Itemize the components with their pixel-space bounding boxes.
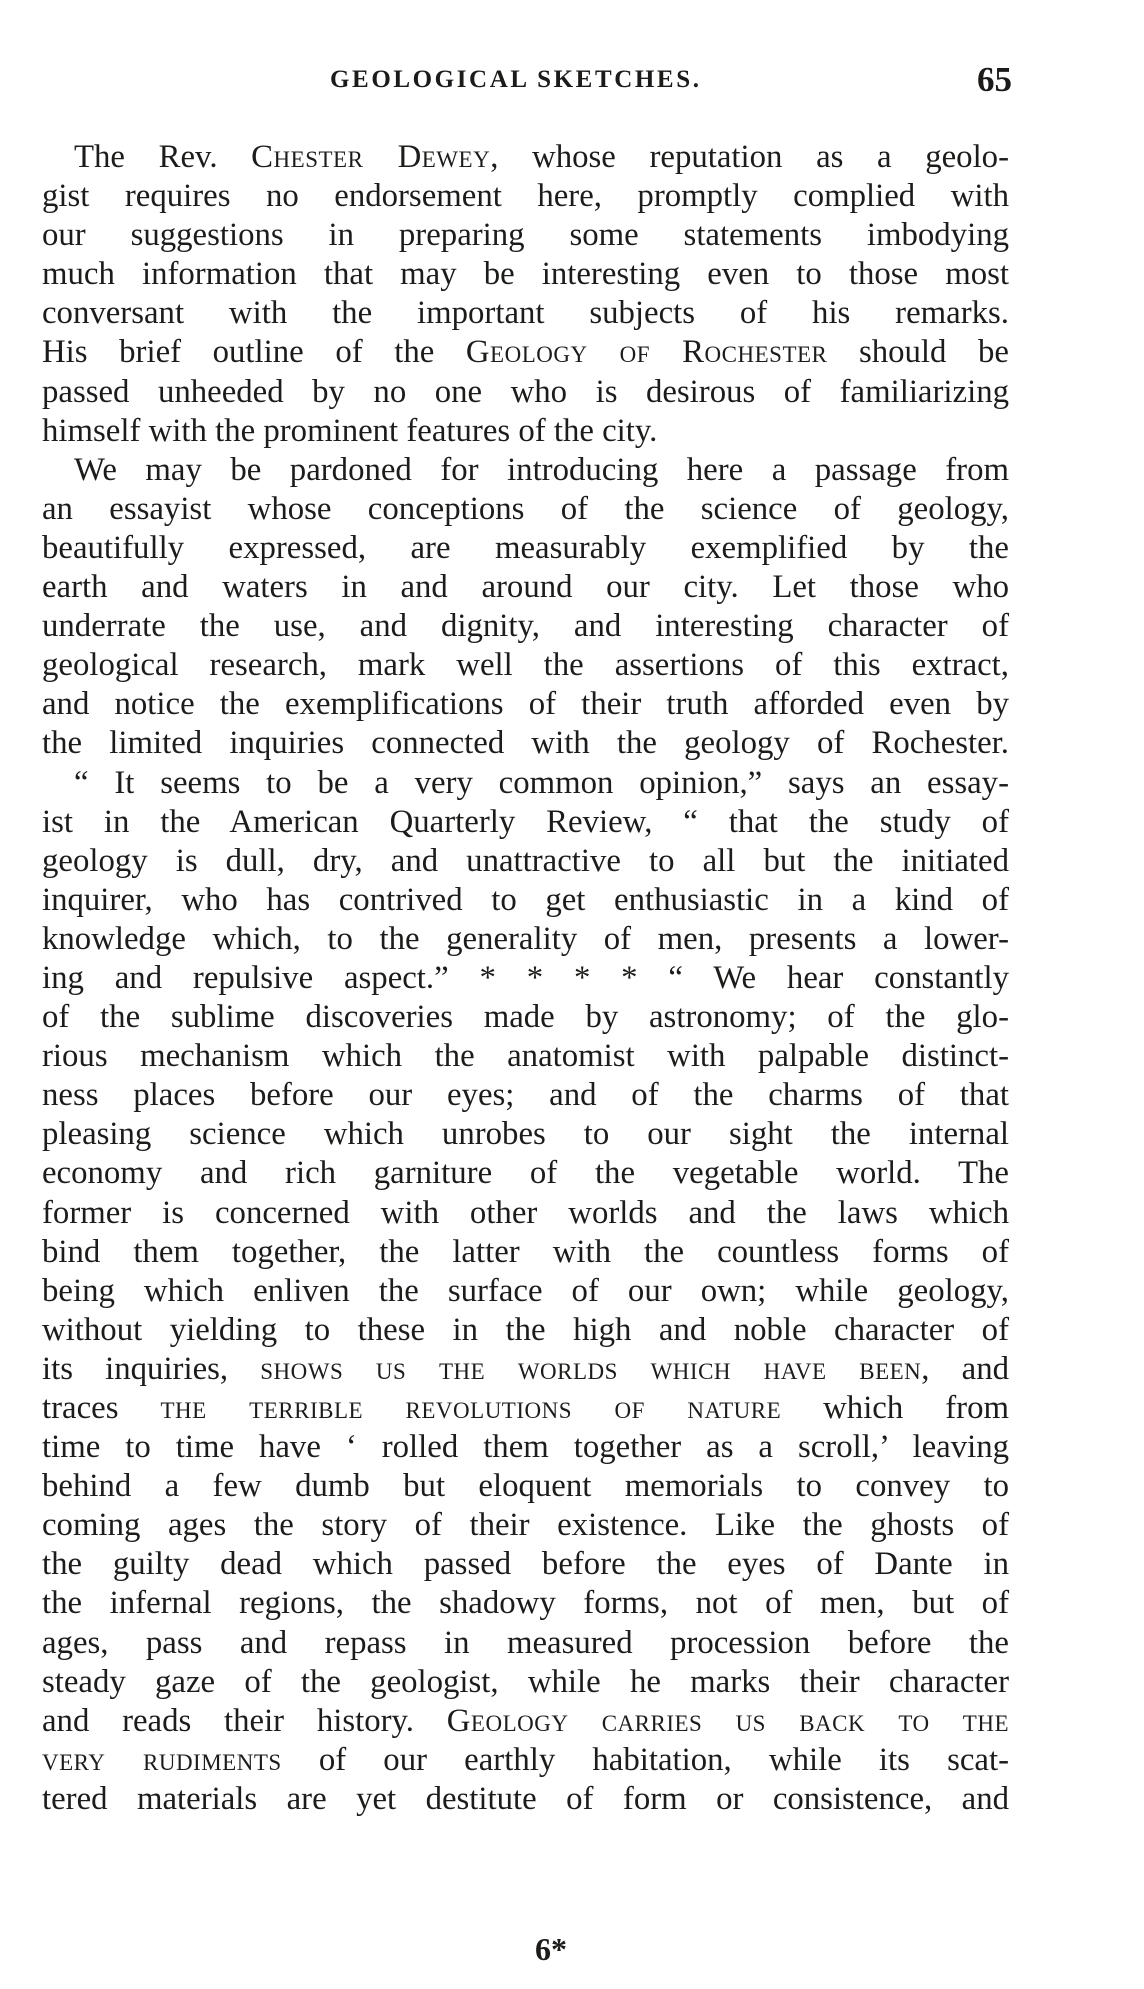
text-line: the limited inquiries connected with the geology of Rochester. [42, 725, 1009, 762]
text-line: pleasing science which unrobes to our sight the internal [42, 1116, 1009, 1153]
text-line: ness places before our eyes; and of the charms of that [42, 1077, 1009, 1114]
text-line: very rudiments of our earthly habitation, while its scat- [42, 1741, 1009, 1778]
emphasis-small-caps: shows us the worlds which have been [260, 1350, 922, 1387]
text-line: inquirer, who has contrived to get enthusiastic in a kind of [42, 881, 1009, 918]
text-line: former is concerned with other worlds and the laws which [42, 1194, 1009, 1231]
text-line: the infernal regions, the shadowy forms, not of men, but of [42, 1585, 1009, 1622]
text-line: of the sublime discoveries made by astronomy; of the glo- [42, 999, 1009, 1036]
text-line: an essayist whose conceptions of the science of geology, [42, 490, 1009, 527]
text-line: gist requires no endorsement here, promptly complied with [42, 178, 1009, 215]
text-line: and notice the exemplifications of their truth afforded even by [42, 686, 1009, 723]
text-line: time to time have ‘ rolled them together as a scroll,’ leaving [42, 1429, 1009, 1466]
text-line: The Rev. Chester Dewey, whose reputation as a geolo- [74, 139, 1009, 175]
signature-mark: 6* [535, 1931, 567, 1967]
text-line: “ It seems to be a very common opinion,” says an essay- [74, 764, 1009, 801]
text-line: earth and waters in and around our city. Let those who [42, 569, 1009, 606]
text-line: steady gaze of the geologist, while he marks their character [42, 1663, 1009, 1700]
text-line: ing and repulsive aspect.” * * * * “ We hear constantly [42, 959, 1009, 996]
page-number: 65 [977, 60, 1012, 99]
text-line: ages, pass and repass in measured procession before the [42, 1624, 1009, 1661]
running-head: GEOLOGICAL SKETCHES. [330, 66, 702, 93]
page-header [330, 60, 1012, 100]
text-line: much information that may be interesting even to those most [42, 256, 1009, 293]
text-line: economy and rich garniture of the vegetable world. The [42, 1155, 1009, 1192]
text-line: our suggestions in preparing some statements imbodying [42, 217, 1009, 254]
text-line: and reads their history. Geology carries us back to the [42, 1702, 1010, 1739]
text-line: traces the terrible revolutions of nature which from [42, 1390, 1010, 1426]
text-line: its inquiries, shows us the worlds which have been, and [42, 1350, 1009, 1387]
text-line: geological research, mark well the assertions of this extract, [42, 647, 1009, 684]
text-line: passed unheeded by no one who is desirous of familiarizing [42, 373, 1009, 410]
text-line: bind them together, the latter with the countless forms of [42, 1233, 1009, 1270]
text-line: himself with the prominent features of the city. [42, 412, 658, 449]
text-line: geology is dull, dry, and unattractive to all but the initiated [42, 842, 1009, 879]
text-line: beautifully expressed, are measurably exemplified by the [42, 529, 1009, 566]
text-line: underrate the use, and dignity, and interesting character of [42, 608, 1009, 645]
text-line: coming ages the story of their existence. Like the ghosts of [42, 1507, 1009, 1544]
text-line: We may be pardoned for introducing here a passage from [74, 451, 1009, 488]
text-line: rious mechanism which the anatomist with palpable distinct- [42, 1038, 1009, 1075]
text-line: conversant with the important subjects of his remarks. [42, 295, 1009, 332]
text-line: behind a few dumb but eloquent memorials to convey to [42, 1468, 1009, 1505]
text-line: knowledge which, to the generality of men, presents a lower- [42, 920, 1009, 957]
text-line: tered materials are yet destitute of form or consistence, and [42, 1780, 1009, 1817]
text-line: His brief outline of the Geology of Rochester should be [42, 334, 1009, 371]
emphasis-small-caps: very rudiments [42, 1741, 282, 1778]
emphasis-small-caps: Geology carries us back to the [446, 1702, 1010, 1739]
body-text [42, 138, 1009, 1819]
text-line: without yielding to these in the high and noble character of [42, 1311, 1009, 1348]
emphasis-small-caps: the terrible revolutions of nature [160, 1390, 782, 1426]
text-line: being which enliven the surface of our own; while geology, [42, 1272, 1009, 1309]
author-name: Chester Dewey [251, 139, 491, 175]
text-line: the guilty dead which passed before the eyes of Dante in [42, 1546, 1009, 1583]
text-line: ist in the American Quarterly Review, “ that the study of [42, 803, 1009, 840]
work-title: Geology of Rochester [465, 334, 828, 371]
